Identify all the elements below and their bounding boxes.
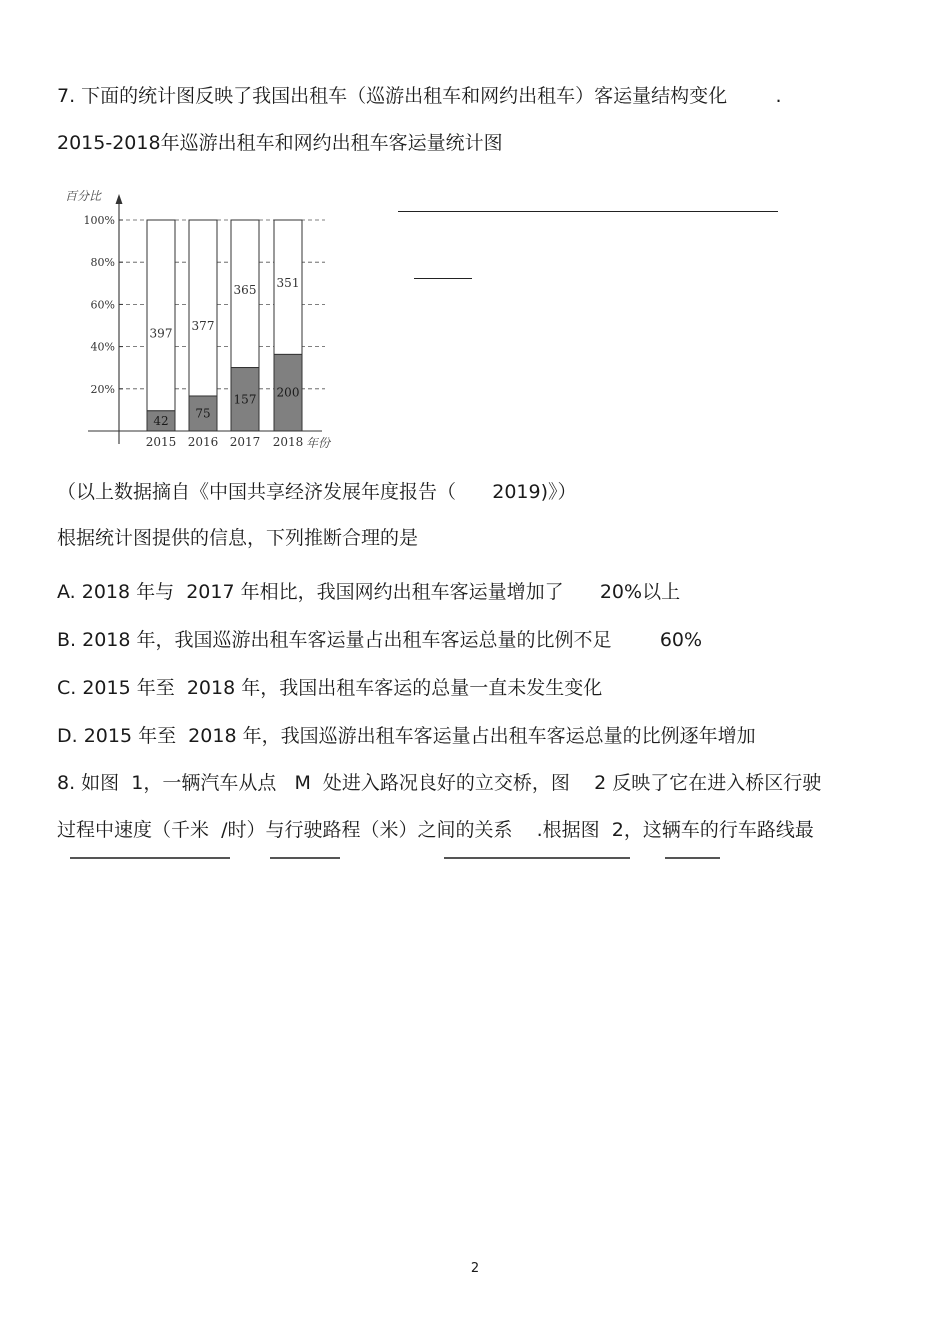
answer-blank-line-2	[414, 278, 472, 279]
cropped-edge-fragment	[444, 857, 630, 859]
bar-segment-upper	[189, 220, 217, 396]
x-tick-label: 2017	[229, 435, 261, 449]
cropped-edge-fragment	[70, 857, 230, 859]
x-tick-label: 2018	[272, 435, 304, 449]
page-number: 2	[470, 1261, 480, 1276]
q7-stem: 7. 下面的统计图反映了我国出租车（巡游出租车和网约出租车）客运量结构变化 .	[57, 85, 782, 107]
q7-chart-title: 2015-2018年巡游出租车和网约出租车客运量统计图	[57, 132, 503, 154]
q7-option-c: C. 2015 年至 2018 年，我国出租车客运的总量一直未发生变化	[57, 677, 603, 699]
bar-value-label-lower: 200	[276, 385, 300, 400]
bar-segment-upper	[147, 220, 175, 411]
y-tick-label: 60%	[90, 298, 115, 312]
y-tick-label: 100%	[83, 214, 115, 227]
q7-option-b: B. 2018 年，我国巡游出租车客运量占出租车客运总量的比例不足 60%	[57, 629, 703, 651]
cropped-edge-fragment	[665, 857, 720, 859]
bar-value-label-lower: 42	[153, 413, 169, 428]
bar-value-label-lower: 157	[233, 392, 257, 407]
y-tick-label: 40%	[90, 340, 115, 354]
stacked-bar-chart	[60, 182, 350, 457]
cropped-edge-fragment	[270, 857, 340, 859]
q7-option-d: D. 2015 年至 2018 年，我国巡游出租车客运量占出租车客运总量的比例逐年增加	[57, 725, 756, 747]
q7-option-a: A. 2018 年与 2017 年相比，我国网约出租车客运量增加了 20%以上	[57, 581, 681, 603]
y-tick-label: 20%	[90, 382, 115, 396]
bar-value-label-lower: 75	[195, 406, 211, 421]
y-tick-label: 80%	[90, 256, 115, 270]
bar-value-label-upper: 377	[191, 318, 215, 333]
q8-line-1: 8. 如图 1，一辆汽车从点 M 处进入路况良好的立交桥，图 2 反映了它在进入桥区行驶	[57, 772, 822, 794]
bar-value-label-upper: 397	[149, 326, 173, 341]
x-axis-label: 年份	[306, 436, 331, 450]
x-tick-label: 2016	[187, 435, 219, 449]
answer-blank-line-1	[398, 211, 778, 212]
x-tick-label: 2015	[145, 435, 177, 449]
bar-value-label-upper: 365	[233, 282, 257, 297]
bar-value-label-upper: 351	[276, 276, 300, 291]
q8-line-2: 过程中速度（千米 /时）与行驶路程（米）之间的关系 .根据图 2，这辆车的行车路线最	[57, 819, 814, 841]
y-axis-arrow	[116, 194, 123, 204]
q7-prompt: 根据统计图提供的信息，下列推断合理的是	[57, 527, 419, 549]
y-axis-label: 百分比	[65, 189, 102, 203]
q7-source-note: （以上数据摘自《中国共享经济发展年度报告（ 2019)》）	[57, 481, 577, 503]
